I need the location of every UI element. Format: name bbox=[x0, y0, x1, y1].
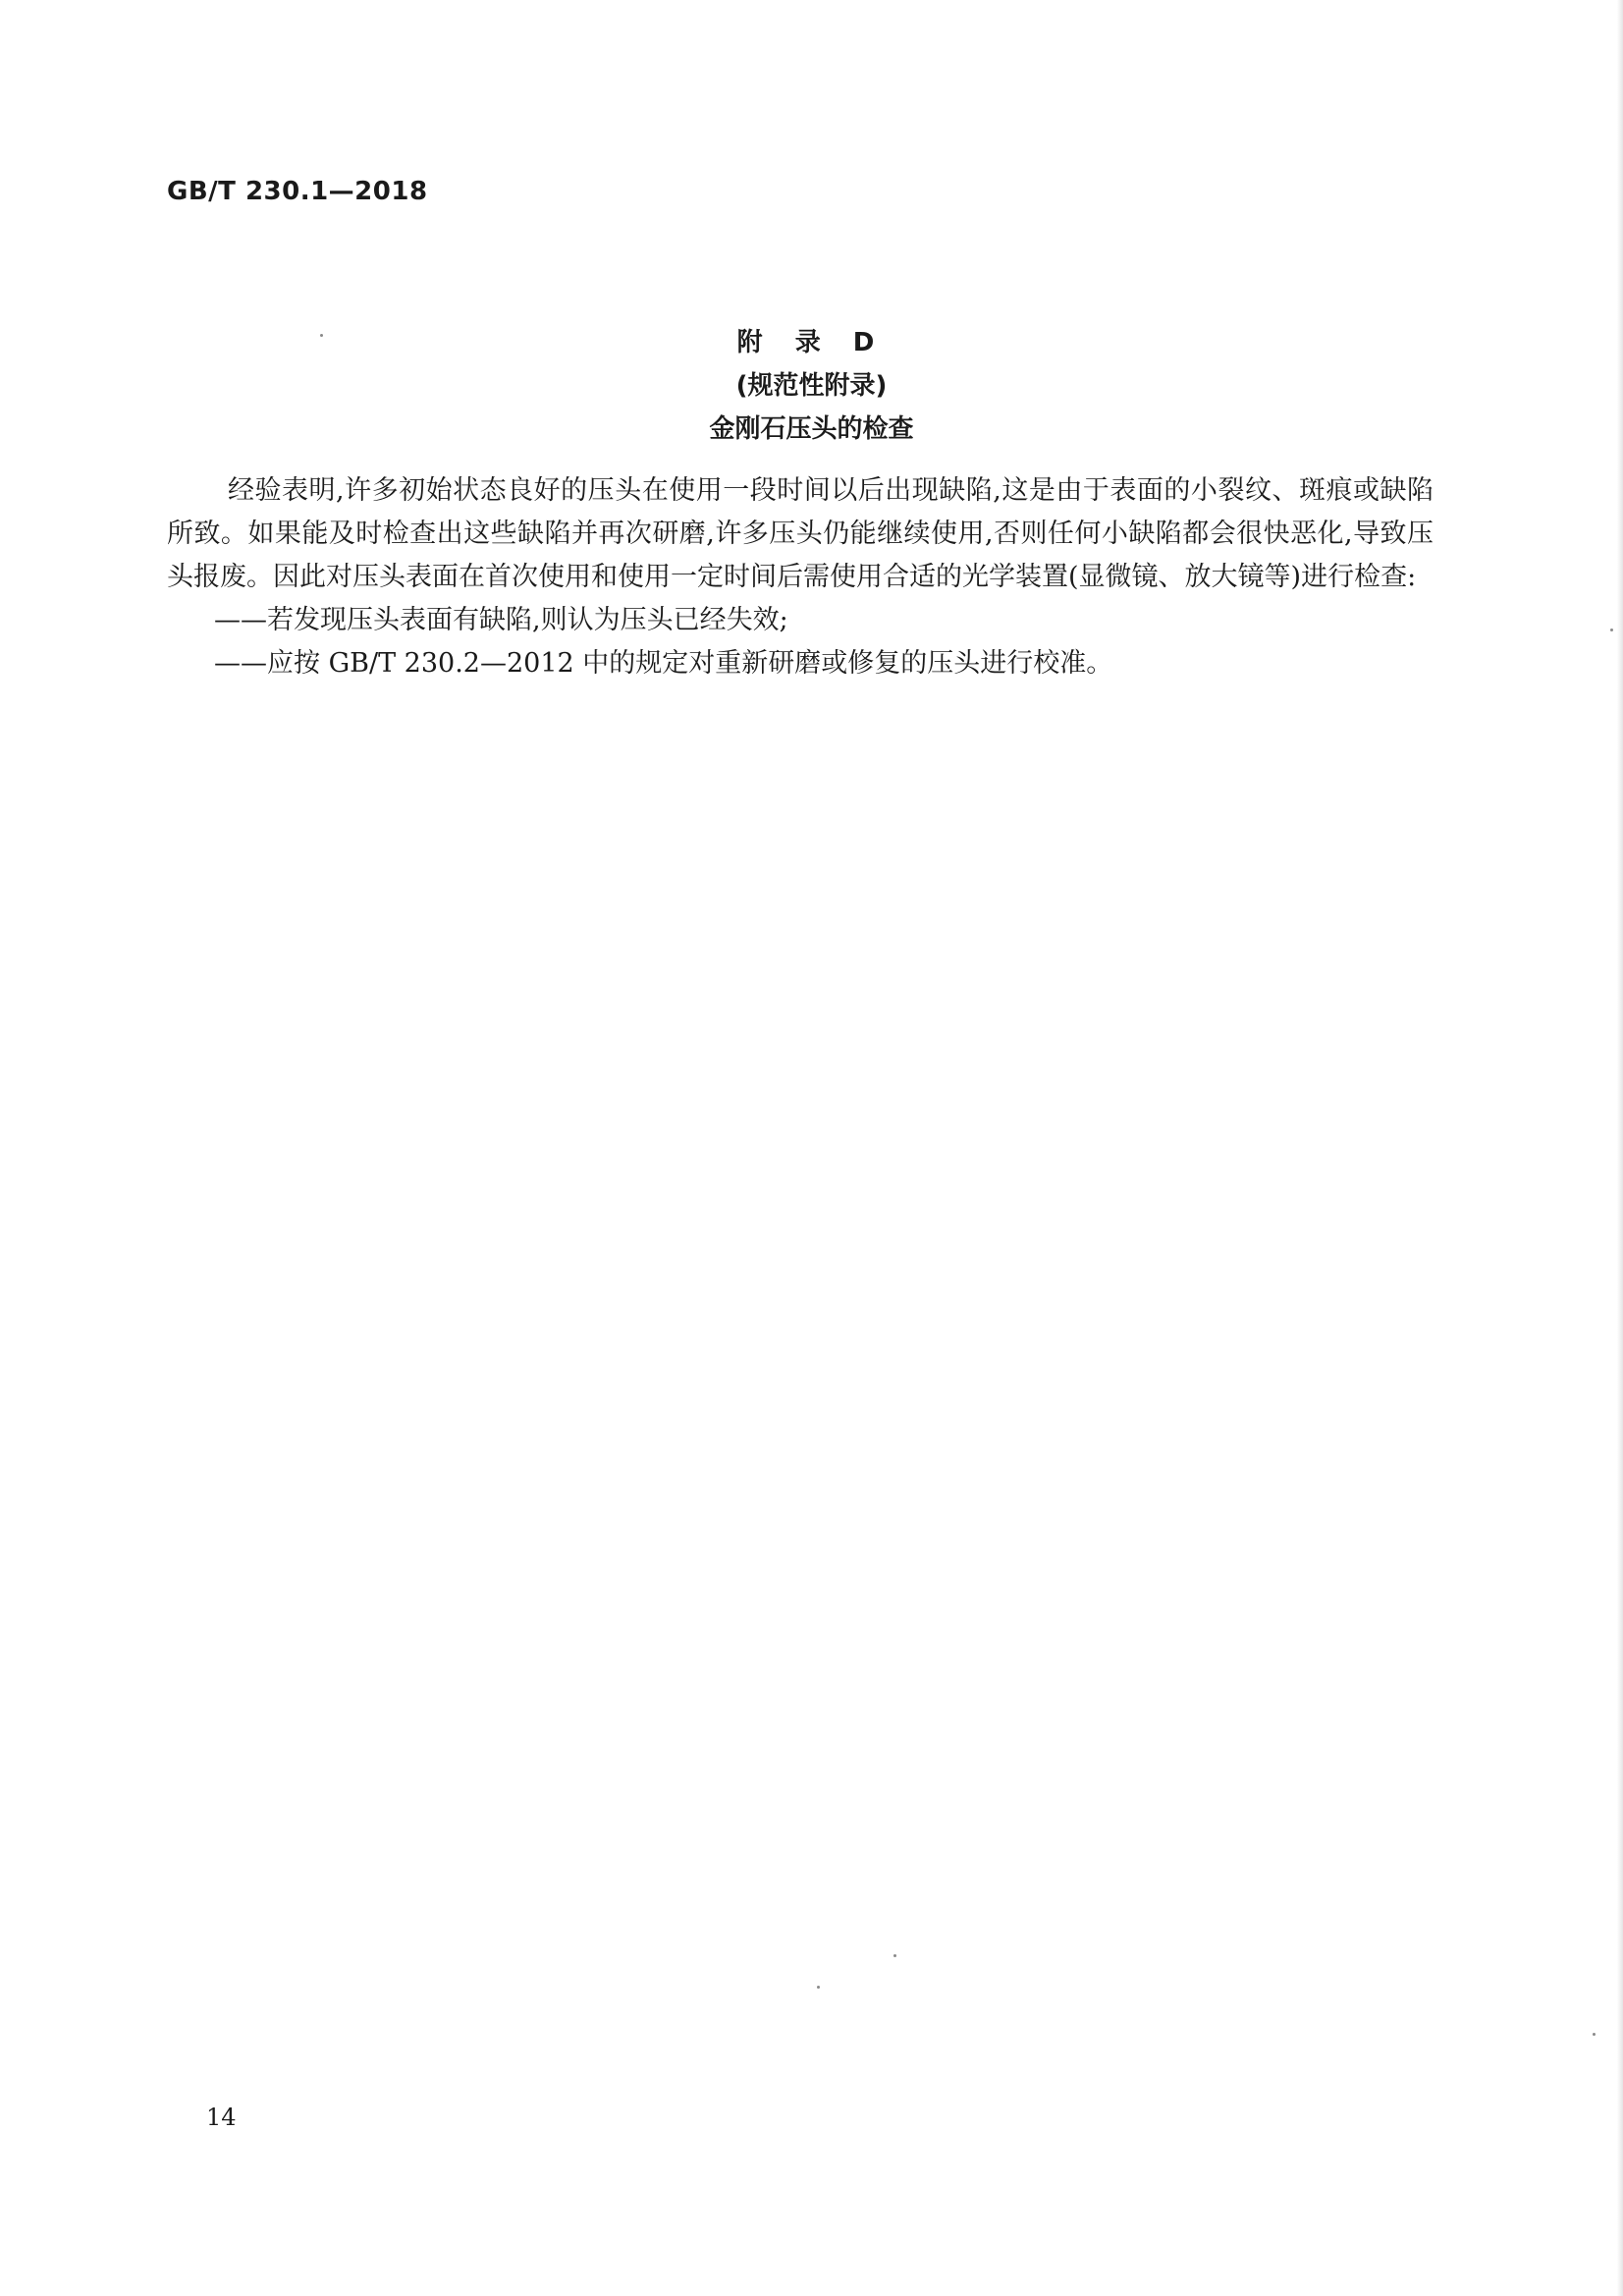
body-paragraph: 经验表明,许多初始状态良好的压头在使用一段时间以后出现缺陷,这是由于表面的小裂纹、斑痕或缺陷所致。如果能及时检查出这些缺陷并再次研磨,许多压头仍能继续使用,否则任何小缺陷都会很快恶化,导致压头报废。因此对压头表面在首次使用和使用一定时间后需使用合适的光学装置(显微镜、放大镜等)进行检查: bbox=[167, 475, 1434, 592]
annex-label: 附 录 D bbox=[736, 328, 887, 357]
list-item: ——若发现压头表面有缺陷,则认为压头已经失效; bbox=[214, 605, 788, 635]
annex-title-block bbox=[0, 321, 1623, 451]
annex-type: (规范性附录) bbox=[735, 371, 888, 401]
list-item: ——应按 GB/T 230.2—2012 中的规定对重新研磨或修复的压头进行校准。 bbox=[214, 648, 1113, 679]
scan-speck bbox=[893, 1954, 896, 1957]
page-number: 14 bbox=[206, 2104, 237, 2131]
annex-name: 金刚石压头的检查 bbox=[709, 414, 914, 444]
annex-body bbox=[167, 469, 1434, 685]
scan-edge-shadow bbox=[1617, 0, 1623, 2296]
scan-speck bbox=[817, 1986, 820, 1989]
scan-speck bbox=[320, 334, 323, 337]
standard-code: GB/T 230.1—2018 bbox=[167, 177, 428, 206]
scan-speck bbox=[1593, 2033, 1596, 2036]
scan-speck bbox=[1610, 629, 1613, 631]
